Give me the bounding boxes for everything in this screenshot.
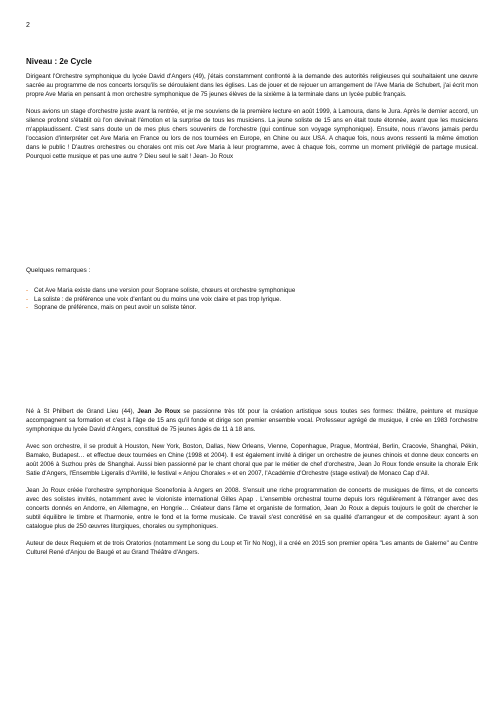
intro-paragraph: Dirigeant l'Orchestre symphonique du lycée David d'Angers (49), j'étais constamment confronté à la demande des autorités religieuses qui souhaitaient une œuvre sacrée au programme de nos concerts lorsqu'ils se déroulaient dans les églises. Las de jouer et de rejouer un arrangement de l'Ave Maria de Schubert, j'ai écrit mon propre Ave Maria en pensant à mon orchestre symphonique de 75 jeunes élèves de la sixième à la terminale dans un lycée public français. bbox=[26, 73, 478, 98]
level-heading: Niveau : 2e Cycle bbox=[26, 57, 92, 66]
bio-text: Né à St Philbert de Grand Lieu (44), bbox=[26, 408, 138, 415]
list-item: - Soprane de préférence, mais on peut avoir un soliste ténor. bbox=[26, 304, 478, 313]
bio-text: se passionne très tôt pour la création artistique sous toutes ses formes: théâtre, peinture et musique accompagnent sa formation et c'est à l'âge de 15 ans qu'il fonde et dirige son premier ensemble vocal. Professeur agrégé de musique, il crée en 1983 l'orchestre symphonique du lycée David d'Angers, constitué de 75 jeunes âgés de 11 à 18 ans. bbox=[26, 408, 479, 433]
page-number: 2 bbox=[26, 22, 30, 29]
bio-paragraph: Auteur de deux Requiem et de trois Oratorios (notamment Le song du Loup et Tir No Nog), il a créé en 2015 son premier opéra "Les amants de Galerne" au Centre Culturel René d'Anjou de Baugé et au Grand Théâtre d'Angers. bbox=[26, 540, 478, 556]
list-item: - Cet Ave Maria existe dans une version pour Soprane soliste, chœurs et orchestre symphonique bbox=[26, 287, 478, 296]
bio-paragraph bbox=[26, 407, 478, 434]
bio-paragraph: Jean Jo Roux créée l'orchestre symphonique Scenefonia à Angers en 2008. S'ensuit une riche programmation de concerts de musiques de films, et de concerts avec des solistes invités, notamment avec le violoniste international Gilles Apap . L'ensemble orchestral tourne depuis lors régulièrement à l'étranger avec des concerts donnés en Andorre, en Allemagne, en Hongrie… Créateur dans l'âme et organiste de formation, Jean Jo Roux a depuis toujours le goût de chercher le subtil équilibre le timbre et l'harmonie, entre le fond et la forme musicale. Ce travail s'est concrétisé en sa qualité d'arrangeur et de compositeur: ayant à son catalogue plus de 250 œuvres liturgiques, chorales ou symphoniques. bbox=[26, 487, 478, 530]
remarks-list bbox=[26, 287, 478, 313]
composer-name: Jean Jo Roux bbox=[137, 408, 181, 415]
biography-section bbox=[26, 407, 478, 565]
list-item: - La soliste : de préférence une voix d'enfant ou du moins une voix claire et pas trop lyrique. bbox=[26, 296, 478, 305]
bio-paragraph: Avec son orchestre, il se produit à Houston, New York, Boston, Dallas, New Orleans, Vienne, Copenhague, Prague, Montréal, Berlin, Cracovie, Shanghai, Pékin, Bamako, Budapest… et effectue deux tournées en Chine (1998 et 2004). Il est également invité à diriger un orchestre de jeunes chinois et donne deux concerts en août 2006 à Suzhou près de Shanghai. Aussi bien passionné par le chant choral que par le métier de chef d'orchestre, Jean Jo Roux fonde ensuite la chorale Erik Satie d'Angers, l'Ensemble Ligeralis d'Avrillé, le festival « Anjou Chorales » et en 2007, l'Académie d'Orchestre (stage estival) de Monaco Cap d'Ail. bbox=[26, 443, 478, 477]
intro-section bbox=[26, 72, 478, 169]
remarks-title: Quelques remarques : bbox=[26, 267, 91, 274]
intro-paragraph: Nous avions un stage d'orchestre juste avant la rentrée, et je me souviens de la première lecture en août 1999, à Lamoura, dans le Jura. Après le dernier accord, un silence profond s'établit où l'on devinait l'émotion et la surprise de tous les musiciens. La jeune soliste de 15 ans en était toute étonnée, avant que les musiciens m'applaudissent. C'est sans doute un de mes plus chers souvenirs de l'orchestre (qui continue son voyage symphonique). Ensuite, nous n'avons jamais perdu l'occasion d'interpréter cet Ave Maria en France ou lors de nos tournées en Europe, en Chine ou aux USA. A chaque fois, nous avons ressenti la même émotion dans le public ! D'autres orchestres ou chorales ont mis cet Ave Maria à leur programme, avec à chaque fois, comme un moment privilégié de partage musical. Pourquoi cette musique et pas une autre ? Dieu seul le sait ! Jean- Jo Roux bbox=[26, 108, 478, 160]
